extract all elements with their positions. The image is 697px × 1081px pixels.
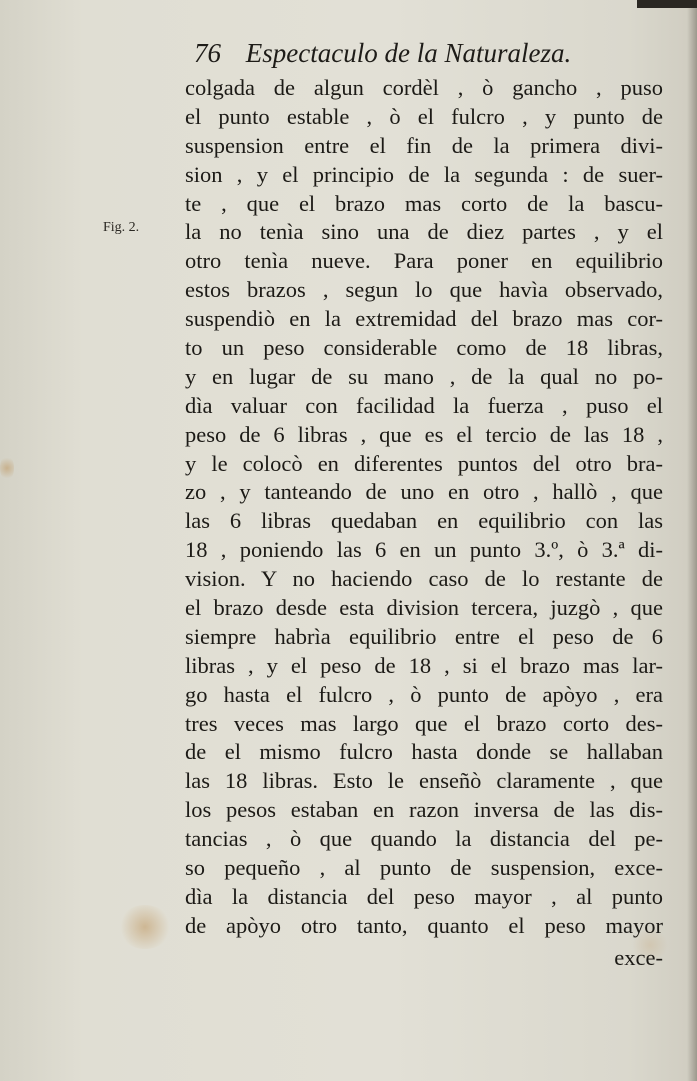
text-line: suspension entre el fin de la primera divi- <box>185 132 663 158</box>
text-line: la no tenìa sino una de diez partes , y el <box>185 219 663 245</box>
body-text <box>185 74 663 941</box>
text-line: te , que el brazo mas corto de la bascu- <box>185 190 663 216</box>
running-title: Espectaculo de la Naturaleza. <box>245 38 572 68</box>
text-line: colgada de algun cordèl , ò gancho , puso <box>185 75 663 100</box>
text-line: to un peso considerable como de 18 libras, <box>185 335 663 361</box>
text-line: tancias , ò que quando la distancia del pe- <box>185 826 663 852</box>
figure-reference: Fig. 2. <box>103 220 140 235</box>
text-line: dìa la distancia del peso mayor , al punto <box>185 883 663 909</box>
text-line: zo , y tanteando de uno en otro , hallò , que <box>185 479 663 505</box>
text-line: siempre habrìa equilibrio entre el peso de 6 <box>185 623 663 649</box>
page-number: 76 <box>194 38 221 68</box>
text-line: las 6 libras quedaban en equilibrio con las <box>185 508 663 534</box>
text-line: y en lugar de su mano , de la qual no po- <box>185 363 663 389</box>
text-line: de apòyo otro tanto, quanto el peso mayor <box>185 912 663 938</box>
text-line: so pequeño , al punto de suspension, exce- <box>185 855 663 881</box>
text-line: dìa valuar con facilidad la fuerza , puso el <box>185 392 663 418</box>
text-line: libras , y el peso de 18 , si el brazo mas lar- <box>185 652 663 678</box>
text-line: peso de 6 libras , que es el tercio de las 18 , <box>185 421 663 447</box>
text-line: el punto estable , ò el fulcro , y punto de <box>185 103 663 129</box>
text-line: y le colocò en diferentes puntos del otro bra- <box>185 450 663 476</box>
page-corner-dark <box>637 0 697 8</box>
text-line: suspendiò en la extremidad del brazo mas cor- <box>185 306 663 332</box>
running-header <box>194 38 614 72</box>
text-line: otro tenìa nueve. Para poner en equilibrio <box>185 248 663 274</box>
text-line: de el mismo fulcro hasta donde se hallaban <box>185 739 663 765</box>
text-line: vision. Y no haciendo caso de lo restante de <box>185 566 663 592</box>
text-line: go hasta el fulcro , ò punto de apòyo , era <box>185 681 663 707</box>
text-line: tres veces mas largo que el brazo corto des- <box>185 710 663 736</box>
text-line: estos brazos , segun lo que havìa observado, <box>185 277 663 303</box>
page-edge-shadow <box>687 0 697 1081</box>
text-line: sion , y el principio de la segunda : de suer- <box>185 161 663 187</box>
text-line: el brazo desde esta division tercera, juzgò , que <box>185 595 663 621</box>
foxing-stain <box>118 905 172 949</box>
text-line: los pesos estaban en razon inversa de las dis- <box>185 797 663 823</box>
text-line: 18 , poniendo las 6 en un punto 3.º, ò 3.ª di- <box>185 537 663 563</box>
text-line: las 18 libras. Esto le enseñò claramente , que <box>185 768 663 794</box>
catchword: exce- <box>614 945 663 970</box>
foxing-stain <box>0 455 14 481</box>
